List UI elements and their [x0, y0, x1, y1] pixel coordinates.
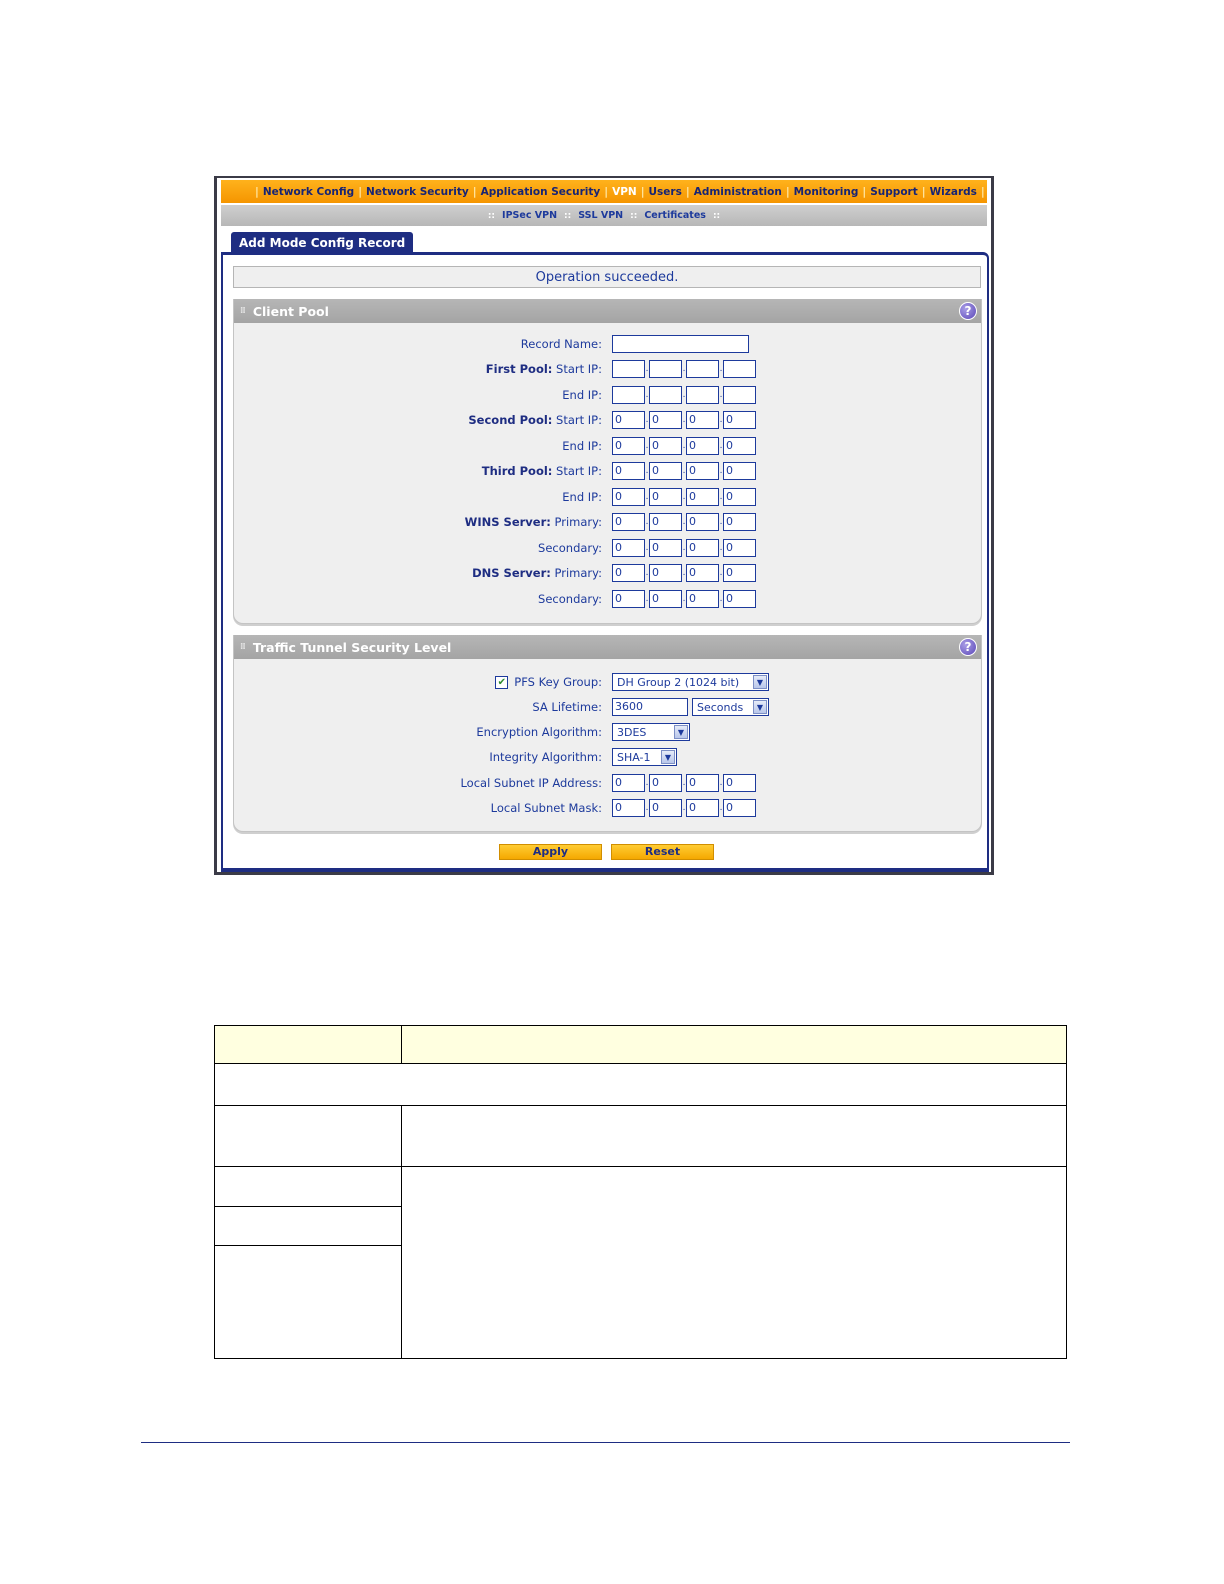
first-pool-end-label: End IP:: [562, 388, 602, 402]
dns-secondary-row: [234, 589, 981, 609]
ip-octet-input[interactable]: 0: [612, 799, 645, 817]
nav-separator: |: [472, 185, 477, 198]
ip-octet-input[interactable]: [649, 386, 682, 404]
record-name-input[interactable]: [612, 335, 749, 353]
pfs-key-group-label: PFS Key Group:: [514, 675, 602, 689]
dns-secondary-ip: [612, 589, 756, 609]
ip-dot: .: [719, 364, 723, 374]
ip-octet-input[interactable]: 0: [612, 539, 645, 557]
table-cell: [215, 1106, 402, 1167]
wins-primary-ip: [612, 512, 756, 532]
ip-octet-input[interactable]: 0: [612, 513, 645, 531]
ip-dot: .: [645, 390, 649, 400]
ip-dot: .: [682, 441, 686, 451]
ip-dot: .: [682, 517, 686, 527]
top-navigation: [221, 180, 987, 203]
local-subnet-mask-row: [234, 798, 981, 818]
nav-item-network-config[interactable]: Network Config: [262, 185, 355, 198]
subnav-item-certificates[interactable]: Certificates: [644, 210, 706, 221]
subnav-item-ssl-vpn[interactable]: SSL VPN: [578, 210, 624, 221]
ip-dot: .: [645, 441, 649, 451]
config-panel: [221, 252, 989, 872]
chevron-down-icon: ▼: [753, 700, 767, 714]
pfs-key-group-select[interactable]: [612, 673, 769, 691]
ip-dot: .: [682, 803, 686, 813]
traffic-tunnel-title: Traffic Tunnel Security Level: [252, 639, 452, 655]
nav-item-administration[interactable]: Administration: [693, 185, 782, 198]
ip-octet-input[interactable]: 0: [649, 564, 682, 582]
ip-octet-input[interactable]: 0: [723, 590, 756, 608]
ip-dot: .: [645, 594, 649, 604]
table-cell: [215, 1167, 402, 1207]
ip-octet-input[interactable]: [649, 360, 682, 378]
third-pool-start-label: Start IP:: [556, 464, 602, 478]
ip-octet-input[interactable]: 0: [686, 437, 719, 455]
first-pool-end-ip: [612, 385, 756, 405]
wins-secondary-row: [234, 538, 981, 558]
ip-octet-input[interactable]: 0: [686, 488, 719, 506]
ip-dot: .: [682, 415, 686, 425]
ip-dot: .: [682, 543, 686, 553]
ip-dot: .: [719, 803, 723, 813]
dns-primary-label: Primary:: [554, 566, 602, 580]
ip-octet-input[interactable]: 0: [723, 488, 756, 506]
ip-dot: .: [645, 415, 649, 425]
first-pool-label: First Pool:: [485, 362, 553, 376]
nav-separator: |: [862, 185, 867, 198]
ip-dot: .: [719, 517, 723, 527]
dns-primary-ip: [612, 563, 756, 583]
ip-octet-input[interactable]: 0: [612, 590, 645, 608]
pfs-checkbox[interactable]: ✔: [495, 676, 508, 689]
ip-dot: .: [719, 415, 723, 425]
ip-dot: .: [682, 390, 686, 400]
wins-secondary-label: Secondary:: [538, 541, 602, 555]
table-cell: [215, 1064, 1067, 1106]
tab-add-mode-config-record[interactable]: Add Mode Config Record: [231, 232, 413, 253]
ip-octet-input[interactable]: [686, 360, 719, 378]
table-header-cell: [402, 1026, 1067, 1064]
reset-button[interactable]: Reset: [611, 844, 714, 860]
nav-separator: |: [980, 185, 985, 198]
ip-dot: .: [719, 543, 723, 553]
wins-primary-label: Primary:: [554, 515, 602, 529]
ip-octet-input[interactable]: [723, 386, 756, 404]
local-subnet-mask: [612, 798, 756, 818]
ip-dot: .: [719, 441, 723, 451]
ip-octet-input[interactable]: 0: [612, 564, 645, 582]
subnav-separator: ::: [564, 210, 572, 221]
record-name-row: [234, 334, 981, 354]
ip-octet-input[interactable]: 0: [612, 462, 645, 480]
ip-octet-input[interactable]: 0: [723, 774, 756, 792]
ip-dot: .: [719, 466, 723, 476]
grip-icon: ⁞⁞: [240, 642, 245, 652]
footer-divider: [141, 1442, 1070, 1443]
wins-secondary-ip: [612, 538, 756, 558]
ip-octet-input[interactable]: 0: [612, 437, 645, 455]
nav-item-users[interactable]: Users: [648, 185, 682, 198]
encryption-algorithm-row: [234, 722, 981, 742]
dns-secondary-label: Secondary:: [538, 592, 602, 606]
ip-octet-input[interactable]: 0: [686, 590, 719, 608]
ip-dot: .: [645, 543, 649, 553]
table-row: [215, 1167, 1067, 1207]
nav-separator: |: [785, 185, 790, 198]
ip-dot: .: [645, 492, 649, 502]
traffic-tunnel-header: [234, 635, 981, 659]
third-pool-end-ip: [612, 487, 756, 507]
dns-server-label: DNS Server:: [472, 566, 551, 580]
table-cell: [215, 1207, 402, 1246]
ip-octet-input[interactable]: 0: [686, 564, 719, 582]
integrity-algorithm-select[interactable]: [612, 748, 677, 766]
ip-octet-input[interactable]: [723, 360, 756, 378]
settings-table: [214, 1025, 1067, 1359]
ip-octet-input[interactable]: 0: [723, 462, 756, 480]
status-message: Operation succeeded.: [233, 266, 981, 288]
sa-lifetime-input[interactable]: 3600: [612, 698, 688, 716]
integrity-algorithm-label: Integrity Algorithm:: [489, 750, 602, 764]
ip-octet-input[interactable]: [612, 360, 645, 378]
third-pool-end-label: End IP:: [562, 490, 602, 504]
nav-separator: |: [921, 185, 926, 198]
pfs-key-group-value: DH Group 2 (1024 bit): [617, 675, 740, 689]
ip-octet-input[interactable]: 0: [686, 539, 719, 557]
first-pool-start-label: Start IP:: [556, 362, 602, 376]
ip-octet-input[interactable]: 0: [686, 462, 719, 480]
table-header-cell: [215, 1026, 402, 1064]
ip-octet-input[interactable]: 0: [686, 513, 719, 531]
ip-octet-input[interactable]: 0: [686, 411, 719, 429]
second-pool-end-row: [234, 436, 981, 456]
ip-dot: .: [682, 364, 686, 374]
ip-octet-input[interactable]: 0: [723, 539, 756, 557]
ip-dot: .: [719, 390, 723, 400]
second-pool-start-ip: [612, 410, 756, 430]
nav-item-vpn[interactable]: VPN: [612, 185, 637, 198]
second-pool-start-row: [234, 410, 981, 430]
ip-octet-input[interactable]: 0: [649, 590, 682, 608]
sa-lifetime-unit-value: Seconds: [697, 700, 744, 714]
wins-primary-row: [234, 512, 981, 532]
local-subnet-ip: [612, 773, 756, 793]
nav-separator: |: [604, 185, 609, 198]
ip-dot: .: [645, 517, 649, 527]
table-row: [215, 1064, 1067, 1106]
grip-icon: ⁞⁞: [240, 306, 245, 316]
ip-dot: .: [682, 466, 686, 476]
subnav-separator: ::: [487, 210, 496, 221]
ip-dot: .: [645, 803, 649, 813]
chevron-down-icon: ▼: [674, 725, 688, 739]
ip-dot: .: [645, 466, 649, 476]
local-subnet-ip-label: Local Subnet IP Address:: [460, 776, 602, 790]
table-cell: [402, 1106, 1067, 1167]
second-pool-start-label: Start IP:: [556, 413, 602, 427]
ip-octet-input[interactable]: 0: [649, 488, 682, 506]
ip-octet-input[interactable]: 0: [723, 799, 756, 817]
ip-dot: .: [682, 492, 686, 502]
ip-octet-input[interactable]: 0: [649, 539, 682, 557]
table-header-row: [215, 1026, 1067, 1064]
ip-octet-input[interactable]: 0: [723, 564, 756, 582]
dns-primary-row: [234, 563, 981, 583]
subnav-item-ipsec-vpn[interactable]: IPSec VPN: [502, 210, 558, 221]
ip-octet-input[interactable]: 0: [686, 774, 719, 792]
help-icon[interactable]: ?: [959, 638, 977, 656]
ip-dot: .: [719, 568, 723, 578]
sub-navigation: [221, 205, 987, 226]
nav-separator: |: [358, 185, 363, 198]
traffic-tunnel-section: [233, 635, 982, 832]
ip-octet-input[interactable]: 0: [649, 513, 682, 531]
ip-dot: .: [682, 568, 686, 578]
nav-separator: |: [640, 185, 645, 198]
third-pool-start-row: [234, 461, 981, 481]
second-pool-end-ip: [612, 436, 756, 456]
ip-octet-input[interactable]: 0: [723, 411, 756, 429]
ip-octet-input[interactable]: 0: [649, 437, 682, 455]
nav-separator: |: [255, 185, 259, 198]
ip-octet-input[interactable]: 0: [649, 799, 682, 817]
ip-dot: .: [719, 594, 723, 604]
sa-lifetime-unit-select[interactable]: [692, 698, 769, 716]
ip-octet-input[interactable]: 0: [612, 774, 645, 792]
ip-octet-input[interactable]: 0: [723, 437, 756, 455]
ip-dot: .: [719, 778, 723, 788]
ip-octet-input[interactable]: [686, 386, 719, 404]
ip-dot: .: [682, 778, 686, 788]
ip-octet-input[interactable]: 0: [649, 774, 682, 792]
ip-octet-input[interactable]: 0: [723, 513, 756, 531]
client-pool-section: [233, 299, 982, 624]
client-pool-header: [234, 299, 981, 323]
apply-button[interactable]: Apply: [499, 844, 602, 860]
ip-dot: .: [645, 568, 649, 578]
screenshot-window: [214, 176, 994, 875]
third-pool-start-ip: [612, 461, 756, 481]
table-cell: [215, 1246, 402, 1359]
nav-item-application-security[interactable]: Application Security: [480, 185, 601, 198]
client-pool-title: Client Pool: [252, 303, 329, 319]
first-pool-start-ip: [612, 359, 756, 379]
ip-dot: .: [645, 778, 649, 788]
ip-octet-input[interactable]: 0: [612, 411, 645, 429]
integrity-algorithm-row: [234, 747, 981, 767]
local-subnet-ip-row: [234, 773, 981, 793]
second-pool-end-label: End IP:: [562, 439, 602, 453]
ip-octet-input[interactable]: [612, 386, 645, 404]
third-pool-label: Third Pool:: [481, 464, 553, 478]
ip-dot: .: [682, 594, 686, 604]
nav-item-wizards[interactable]: Wizards: [929, 185, 977, 198]
nav-separator: |: [685, 185, 690, 198]
ip-dot: .: [719, 492, 723, 502]
subnav-separator: ::: [712, 210, 721, 221]
first-pool-start-row: [234, 359, 981, 379]
nav-item-support[interactable]: Support: [870, 185, 918, 198]
chevron-down-icon: ▼: [661, 750, 675, 764]
ip-octet-input[interactable]: 0: [649, 411, 682, 429]
help-icon[interactable]: ?: [959, 302, 977, 320]
table-row: [215, 1106, 1067, 1167]
nav-item-network-security[interactable]: Network Security: [366, 185, 469, 198]
encryption-algorithm-value: 3DES: [617, 725, 647, 739]
ip-octet-input[interactable]: 0: [686, 799, 719, 817]
wins-server-label: WINS Server:: [464, 515, 551, 529]
ip-dot: .: [645, 364, 649, 374]
local-subnet-mask-label: Local Subnet Mask:: [490, 801, 602, 815]
integrity-algorithm-value: SHA-1: [617, 750, 651, 764]
record-name-label: Record Name:: [520, 337, 602, 351]
chevron-down-icon: ▼: [753, 675, 767, 689]
table-cell: [402, 1167, 1067, 1359]
first-pool-end-row: [234, 385, 981, 405]
encryption-algorithm-label: Encryption Algorithm:: [476, 725, 602, 739]
sa-lifetime-label: SA Lifetime:: [532, 700, 602, 714]
second-pool-label: Second Pool:: [468, 413, 553, 427]
encryption-algorithm-select[interactable]: [612, 723, 690, 741]
third-pool-end-row: [234, 487, 981, 507]
nav-item-monitoring[interactable]: Monitoring: [793, 185, 859, 198]
pfs-key-group-row: [234, 672, 981, 692]
sa-lifetime-row: [234, 697, 981, 717]
ip-octet-input[interactable]: 0: [649, 462, 682, 480]
subnav-separator: ::: [630, 210, 638, 221]
ip-octet-input[interactable]: 0: [612, 488, 645, 506]
